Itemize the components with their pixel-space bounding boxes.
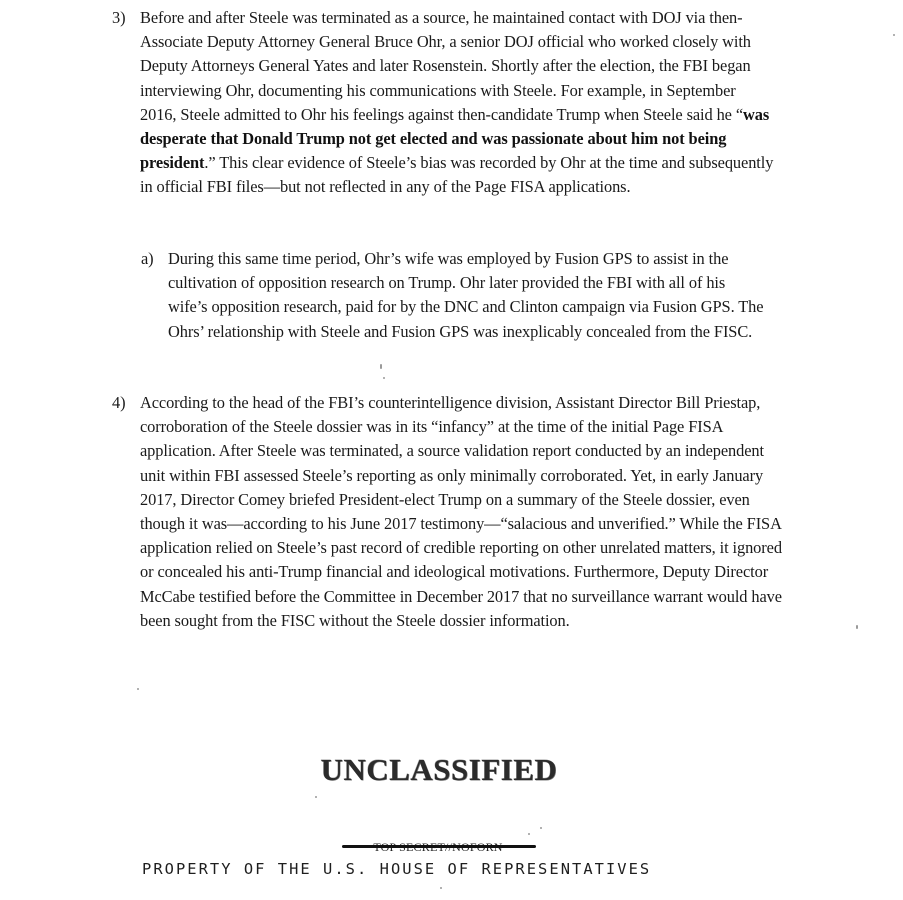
redaction-strike — [342, 845, 536, 848]
bold-quote: was desperate that Donald Trump not get elected and was passionate about him not being president — [140, 104, 770, 173]
subparagraph-3a — [141, 247, 768, 344]
scan-speck — [856, 625, 858, 629]
scan-speck — [137, 688, 139, 690]
paragraph-number: 3) — [112, 8, 126, 27]
paragraph-body: According to the head of the FBI’s counterintelligence division, Assistant Director Bill Priestap, corroboration of the Steele dossier was in its “infancy” at the time of the initial Page FISA application. After Steele was terminated, a source validation report conducted by an independent unit within FBI assessed Steele’s reporting as only minimally corroborated. Yet, in early January 2017, Director Comey briefed President-elect Trump on a summary of the Steele dossier, even though it was—according to his June 2017 testimony—“salacious and unverified.” While the FISA application relied on Steele’s past record of credible reporting on other unrelated matters, it ignored or concealed his anti-Trump financial and ideological motivations. Furthermore, Deputy Director McCabe testified before the Committee in December 2017 that no surveillance warrant would have been sought from the FISC without the Steele dossier information. — [140, 393, 782, 630]
scan-speck — [540, 827, 542, 829]
subparagraph-body: During this same time period, Ohr’s wife was employed by Fusion GPS to assist in the cultivation of opposition research on Trump. Ohr later provided the FBI with all of his wife’s opposition research, paid for by the DNC and Clinton campaign via Fusion GPS. The Ohrs’ relationship with Steele and Fusion GPS was inexplicably concealed from the FISC. — [168, 249, 764, 341]
paragraph-text: .” This clear evidence of Steele’s bias was recorded by Ohr at the time and subsequently in official FBI files—but not reflected in any of the Page FISA applications. — [140, 153, 774, 197]
paragraph-body — [140, 6, 775, 200]
scan-speck — [380, 364, 382, 369]
paragraph-3 — [112, 6, 775, 200]
paragraph-text: Before and after Steele was terminated as a source, he maintained contact with DOJ via then-Associate Deputy Attorney General Bruce Ohr, a senior DOJ official who worked closely with Deputy Attorneys General Yates and later Rosenstein. Shortly after the election, the FBI began interviewing Ohr, documenting his communications with Steele. For example, in September 2016, Steele admitted to Ohr his feelings against then-candidate Trump when Steele said he “ — [140, 8, 751, 124]
unclassified-stamp: UNCLASSIFIED — [320, 752, 558, 787]
scan-speck — [440, 887, 442, 889]
paragraph-number: 4) — [112, 393, 126, 412]
property-footer: PROPERTY OF THE U.S. HOUSE OF REPRESENTATIVES — [142, 860, 652, 878]
scan-speck — [528, 833, 530, 835]
subparagraph-letter: a) — [141, 249, 154, 268]
scan-speck — [315, 796, 317, 798]
scan-speck — [383, 377, 385, 379]
redacted-classification-marking — [340, 840, 536, 854]
paragraph-4 — [112, 391, 790, 633]
scan-speck — [893, 34, 895, 36]
